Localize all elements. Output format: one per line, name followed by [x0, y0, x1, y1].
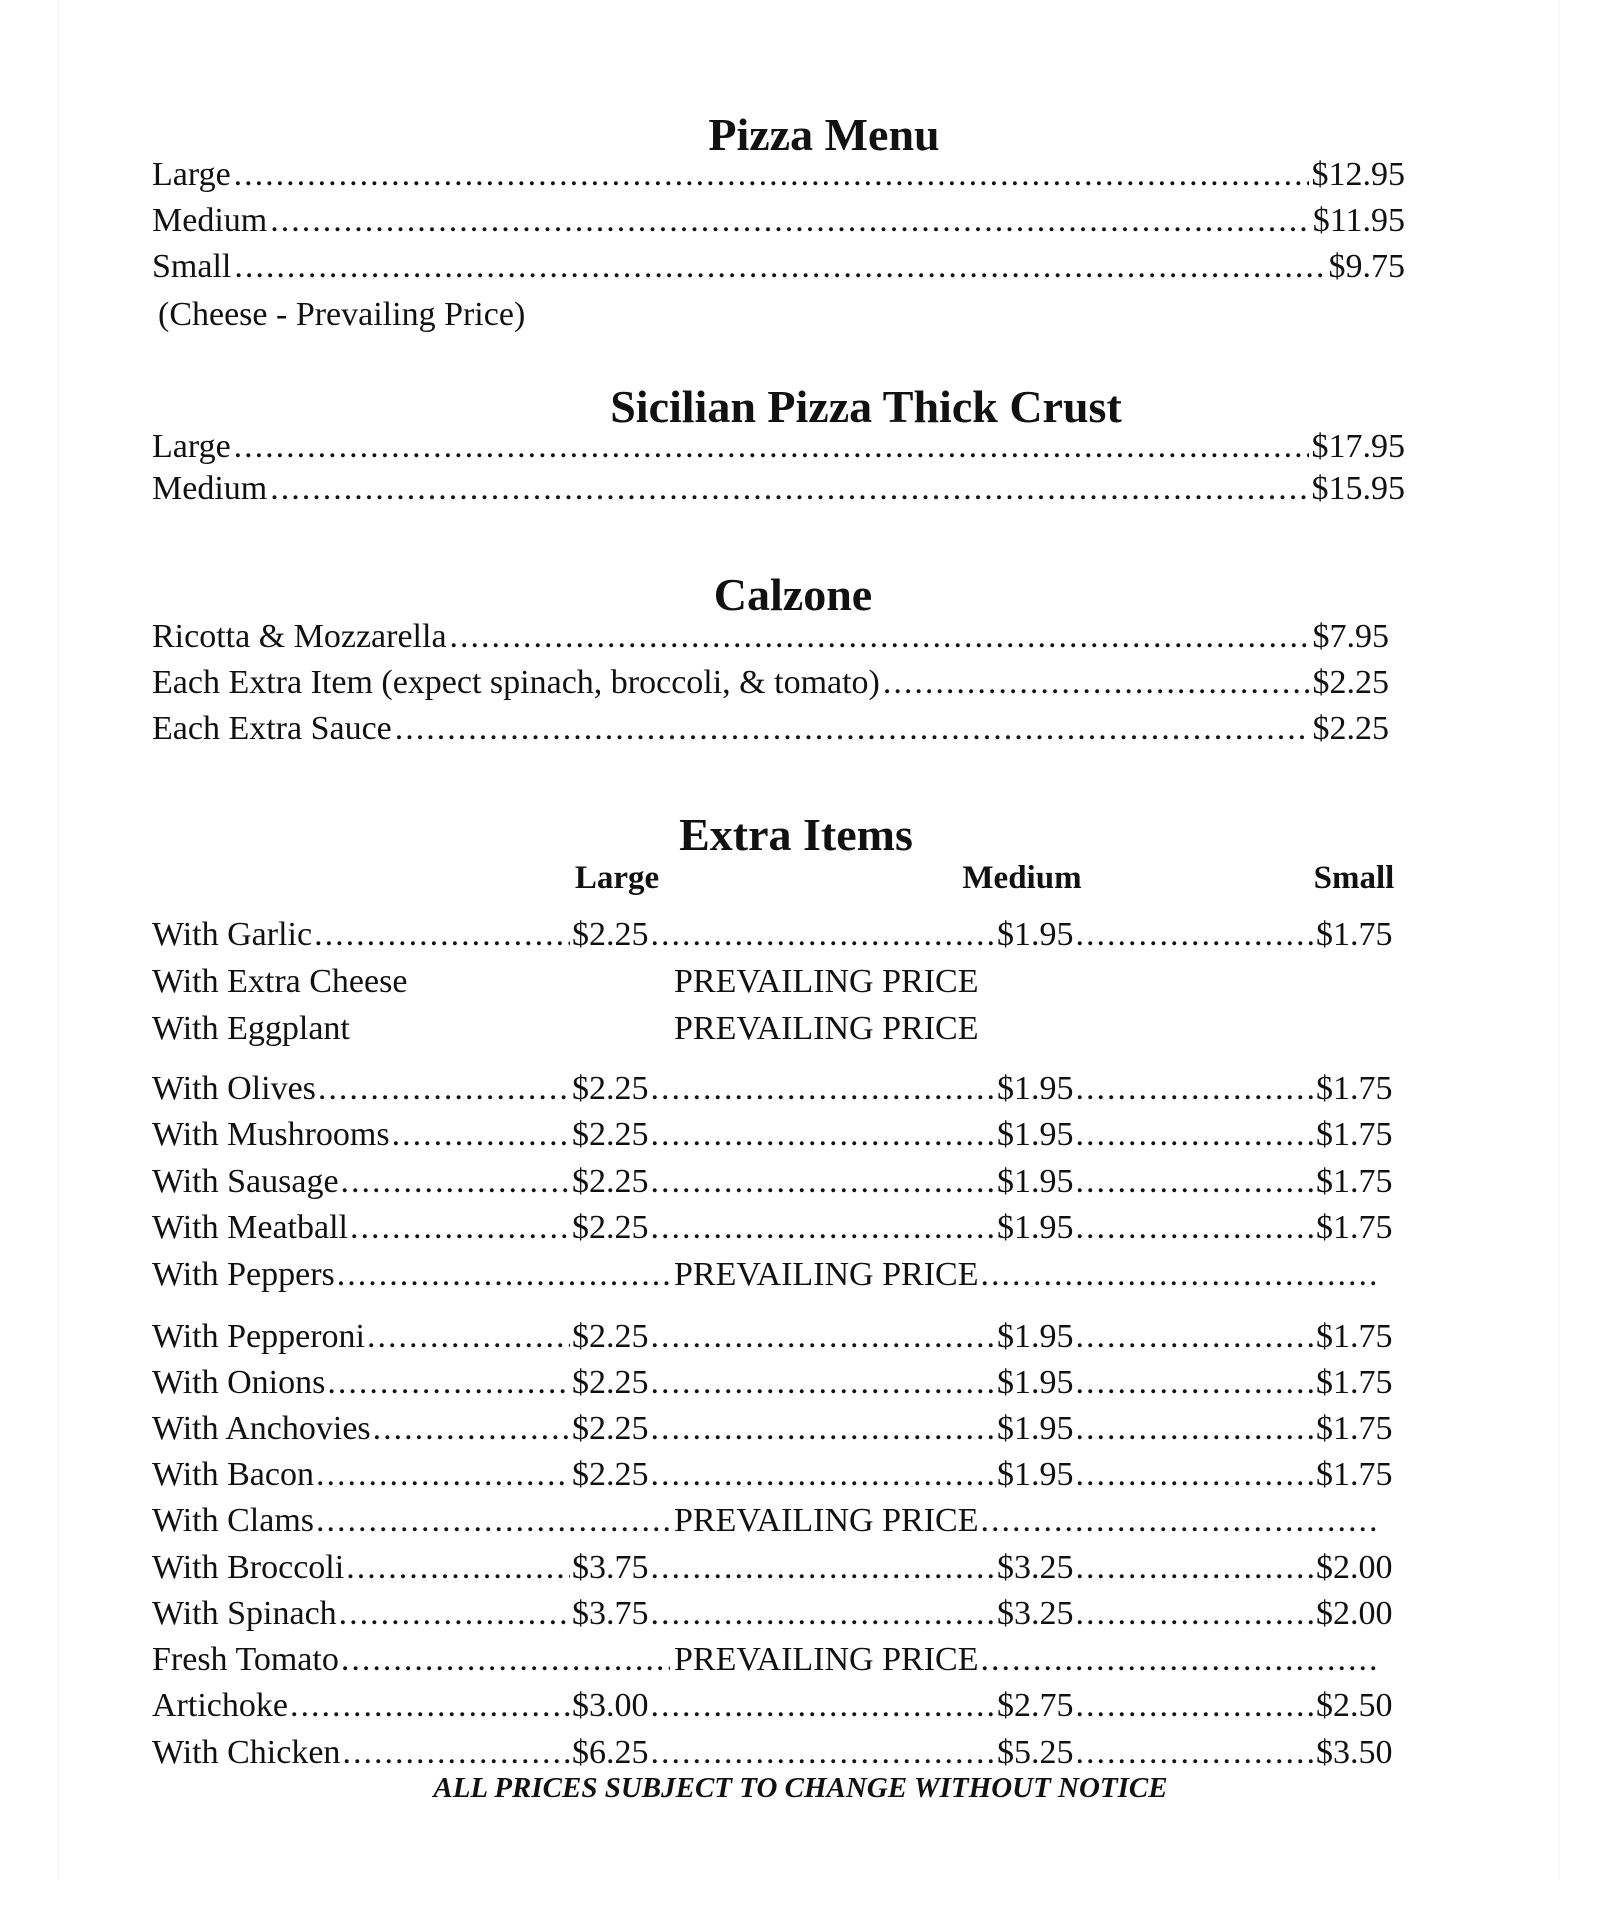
extra-item-row — [152, 959, 1392, 999]
price-medium: $1.95 — [997, 1410, 1074, 1447]
extra-item-row — [152, 1637, 1392, 1677]
price-small: $3.50 — [1316, 1734, 1393, 1771]
item-label: With Anchovies — [152, 1410, 371, 1447]
price-small: $1.75 — [1316, 1163, 1393, 1200]
extra-item-row — [152, 1683, 1392, 1723]
sicilian-medium-row — [152, 466, 1405, 506]
item-price: $12.95 — [1311, 156, 1405, 193]
price-large: $3.00 — [572, 1687, 649, 1724]
dot-leader — [1076, 1118, 1315, 1152]
dot-leader — [651, 1118, 996, 1152]
dot-leader — [651, 1165, 996, 1199]
price-small: $1.75 — [1316, 1364, 1393, 1401]
item-price: $7.95 — [1312, 618, 1389, 655]
dot-leader — [392, 1118, 570, 1152]
item-label: With Sausage — [152, 1163, 339, 1200]
price-small: $1.75 — [1316, 1456, 1393, 1493]
price-large: $2.25 — [572, 1318, 649, 1355]
dot-leader — [342, 1736, 570, 1770]
dot-leader — [651, 1597, 996, 1631]
price-large: $2.25 — [572, 1456, 649, 1493]
prevailing-price: PREVAILING PRICE — [674, 963, 979, 1000]
item-label: Large — [152, 428, 231, 465]
extra-item-row — [152, 1360, 1392, 1400]
prevailing-price: PREVAILING PRICE — [674, 1641, 979, 1678]
column-header-small: Small — [1313, 860, 1395, 896]
dot-leader — [1076, 1211, 1315, 1245]
item-price: $9.75 — [1328, 248, 1405, 285]
calzone-extra-item-row — [152, 660, 1389, 700]
extra-item-row — [152, 1545, 1392, 1585]
price-large: $2.25 — [572, 1070, 649, 1107]
extra-item-row — [152, 1314, 1392, 1354]
dot-leader — [318, 1072, 570, 1106]
dot-leader — [651, 1736, 996, 1770]
dot-leader — [1076, 1165, 1315, 1199]
price-small: $1.75 — [1316, 1070, 1393, 1107]
extra-item-row — [152, 1006, 1392, 1046]
item-price: $17.95 — [1311, 428, 1405, 465]
price-medium: $1.95 — [997, 1318, 1074, 1355]
price-large: $3.75 — [572, 1549, 649, 1586]
dot-leader — [367, 1320, 570, 1354]
dot-leader — [1076, 1597, 1315, 1631]
item-label: With Mushrooms — [152, 1116, 390, 1153]
price-medium: $3.25 — [997, 1549, 1074, 1586]
dot-leader — [270, 472, 1308, 506]
extra-item-row — [152, 1112, 1392, 1152]
price-medium: $5.25 — [997, 1734, 1074, 1771]
item-label: With Garlic — [152, 916, 313, 953]
price-medium: $1.95 — [997, 1364, 1074, 1401]
dot-leader — [651, 918, 996, 952]
price-large: $2.25 — [572, 1364, 649, 1401]
dot-leader — [1076, 1736, 1315, 1770]
extra-item-row — [152, 1252, 1392, 1292]
item-label: With Meatball — [152, 1209, 348, 1246]
price-large: $2.25 — [572, 1410, 649, 1447]
price-small: $2.50 — [1316, 1687, 1393, 1724]
item-label: With Pepperoni — [152, 1318, 365, 1355]
pizza-medium-row — [152, 198, 1405, 238]
dot-leader — [395, 712, 1310, 746]
dot-leader — [1076, 1458, 1315, 1492]
price-large: $2.25 — [572, 1209, 649, 1246]
item-label: With Extra Cheese — [152, 963, 408, 1000]
extra-item-row — [152, 1591, 1392, 1631]
price-medium: $2.75 — [997, 1687, 1074, 1724]
dot-leader — [651, 1320, 996, 1354]
dot-leader — [290, 1689, 570, 1723]
dot-leader — [1076, 1551, 1315, 1585]
extra-item-row — [152, 1159, 1392, 1199]
item-price: $2.25 — [1312, 710, 1389, 747]
price-large: $2.25 — [572, 1116, 649, 1153]
column-header-large: Large — [574, 860, 660, 896]
dot-leader — [1076, 1412, 1315, 1446]
item-label: With Peppers — [152, 1256, 335, 1293]
dot-leader — [316, 1458, 570, 1492]
dot-leader — [1076, 1320, 1315, 1354]
item-label: With Chicken — [152, 1734, 341, 1771]
extra-item-row — [152, 1205, 1392, 1245]
price-small: $1.75 — [1316, 1209, 1393, 1246]
extra-item-row — [152, 1066, 1392, 1106]
item-label: Ricotta & Mozzarella — [152, 618, 447, 655]
price-medium: $1.95 — [997, 1209, 1074, 1246]
extra-item-row — [152, 1498, 1392, 1538]
pizza-note: (Cheese - Prevailing Price) — [158, 296, 526, 333]
item-label: With Eggplant — [152, 1010, 350, 1047]
item-label: With Spinach — [152, 1595, 337, 1632]
price-large: $6.25 — [572, 1734, 649, 1771]
item-label: With Bacon — [152, 1456, 314, 1493]
sicilian-heading: Sicilian Pizza Thick Crust — [610, 381, 1122, 432]
price-medium: $1.95 — [997, 1070, 1074, 1107]
item-label: Medium — [152, 470, 268, 507]
extra-item-row — [152, 1730, 1392, 1770]
price-large: $3.75 — [572, 1595, 649, 1632]
price-small: $1.75 — [1316, 1410, 1393, 1447]
item-label: Medium — [152, 202, 268, 239]
price-small: $1.75 — [1316, 1318, 1393, 1355]
price-large: $2.25 — [572, 916, 649, 953]
dot-leader — [316, 1504, 670, 1538]
price-small: $1.75 — [1316, 916, 1393, 953]
item-label: Small — [152, 248, 232, 285]
item-label: Artichoke — [152, 1687, 288, 1724]
dot-leader — [980, 1643, 1377, 1677]
item-label: With Broccoli — [152, 1549, 345, 1586]
item-price: $2.25 — [1312, 664, 1389, 701]
dot-leader — [234, 158, 1309, 192]
dot-leader — [350, 1211, 570, 1245]
prevailing-price: PREVAILING PRICE — [674, 1256, 979, 1293]
dot-leader — [234, 250, 1325, 284]
item-label: Each Extra Sauce — [152, 710, 392, 747]
dot-leader — [980, 1504, 1377, 1538]
dot-leader — [883, 666, 1310, 700]
dot-leader — [1076, 1689, 1315, 1723]
pizza-small-row — [152, 244, 1405, 284]
item-label: Large — [152, 156, 231, 193]
calzone-extra-sauce-row — [152, 706, 1389, 746]
dot-leader — [651, 1689, 996, 1723]
item-label: With Clams — [152, 1502, 315, 1539]
dot-leader — [341, 1643, 670, 1677]
dot-leader — [327, 1366, 570, 1400]
dot-leader — [651, 1366, 996, 1400]
item-label: Each Extra Item (expect spinach, broccoli, & tomato) — [152, 664, 880, 701]
extra-item-row — [152, 912, 1392, 952]
column-header-medium: Medium — [962, 860, 1082, 896]
dot-leader — [339, 1597, 570, 1631]
dot-leader — [1076, 1072, 1315, 1106]
extra-items-heading: Extra Items — [679, 809, 913, 860]
dot-leader — [234, 430, 1309, 464]
prevailing-price: PREVAILING PRICE — [674, 1502, 979, 1539]
prevailing-price: PREVAILING PRICE — [674, 1010, 979, 1047]
price-medium: $1.95 — [997, 916, 1074, 953]
dot-leader — [651, 1458, 996, 1492]
dot-leader — [651, 1072, 996, 1106]
dot-leader — [270, 204, 1310, 238]
extra-item-row — [152, 1406, 1392, 1446]
calzone-heading: Calzone — [713, 569, 873, 620]
dot-leader — [341, 1165, 570, 1199]
dot-leader — [373, 1412, 570, 1446]
dot-leader — [450, 620, 1310, 654]
price-medium: $3.25 — [997, 1595, 1074, 1632]
price-medium: $1.95 — [997, 1456, 1074, 1493]
extra-item-row — [152, 1452, 1392, 1492]
dot-leader — [1076, 918, 1315, 952]
item-price: $15.95 — [1311, 470, 1405, 507]
pizza-menu-heading: Pizza Menu — [708, 109, 940, 160]
dot-leader — [651, 1412, 996, 1446]
item-label: With Olives — [152, 1070, 316, 1107]
price-small: $1.75 — [1316, 1116, 1393, 1153]
dot-leader — [314, 918, 570, 952]
price-medium: $1.95 — [997, 1116, 1074, 1153]
dot-leader — [980, 1258, 1377, 1292]
price-disclaimer: ALL PRICES SUBJECT TO CHANGE WITHOUT NOTICE — [433, 1772, 1168, 1804]
price-large: $2.25 — [572, 1163, 649, 1200]
calzone-ricotta-row — [152, 614, 1389, 654]
price-medium: $1.95 — [997, 1163, 1074, 1200]
item-label: Fresh Tomato — [152, 1641, 339, 1678]
pizza-large-row — [152, 152, 1405, 192]
item-price: $11.95 — [1312, 202, 1405, 239]
dot-leader — [651, 1211, 996, 1245]
dot-leader — [346, 1551, 570, 1585]
dot-leader — [1076, 1366, 1315, 1400]
item-label: With Onions — [152, 1364, 326, 1401]
sicilian-large-row — [152, 424, 1405, 464]
price-small: $2.00 — [1316, 1549, 1393, 1586]
price-small: $2.00 — [1316, 1595, 1393, 1632]
dot-leader — [651, 1551, 996, 1585]
dot-leader — [337, 1258, 670, 1292]
